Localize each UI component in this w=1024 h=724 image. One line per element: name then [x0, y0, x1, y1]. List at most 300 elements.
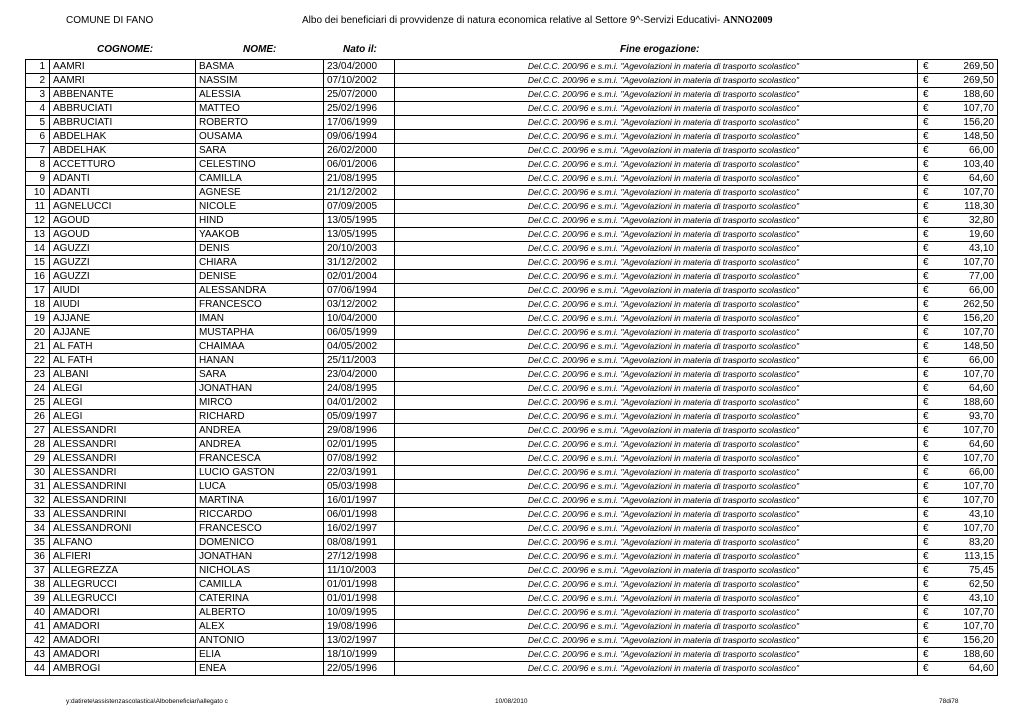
- table-row: [26, 396, 998, 410]
- currency-cell: €: [918, 158, 933, 172]
- currency-cell: €: [918, 172, 933, 186]
- row-number: 13: [26, 228, 50, 242]
- currency-cell: €: [918, 186, 933, 200]
- description-cell: Del.C.C. 200/96 e s.m.i. "Agevolazioni in materia di trasporto scolastico": [395, 368, 918, 382]
- surname-cell: ALEGI: [50, 410, 196, 424]
- name-cell: LUCIO GASTON: [196, 466, 324, 480]
- surname-cell: ADANTI: [50, 172, 196, 186]
- birth-date-cell: 17/06/1999: [324, 116, 395, 130]
- table-row: [26, 410, 998, 424]
- row-number: 22: [26, 354, 50, 368]
- table-row: [26, 172, 998, 186]
- surname-cell: AGNELUCCI: [50, 200, 196, 214]
- column-header-cognome: COGNOME:: [97, 44, 154, 55]
- table-body: [26, 60, 998, 676]
- row-number: 14: [26, 242, 50, 256]
- name-cell: NICOLE: [196, 200, 324, 214]
- currency-cell: €: [918, 256, 933, 270]
- birth-date-cell: 06/05/1999: [324, 326, 395, 340]
- surname-cell: AJJANE: [50, 312, 196, 326]
- name-cell: CAMILLA: [196, 578, 324, 592]
- surname-cell: ALLEGRUCCI: [50, 578, 196, 592]
- surname-cell: ACCETTURO: [50, 158, 196, 172]
- currency-cell: €: [918, 508, 933, 522]
- birth-date-cell: 20/10/2003: [324, 242, 395, 256]
- name-cell: NASSIM: [196, 74, 324, 88]
- currency-cell: €: [918, 564, 933, 578]
- name-cell: LUCA: [196, 480, 324, 494]
- table-row: [26, 74, 998, 88]
- amount-cell: 43,10: [933, 592, 998, 606]
- name-cell: DOMENICO: [196, 536, 324, 550]
- description-cell: Del.C.C. 200/96 e s.m.i. "Agevolazioni in materia di trasporto scolastico": [395, 256, 918, 270]
- description-cell: Del.C.C. 200/96 e s.m.i. "Agevolazioni in materia di trasporto scolastico": [395, 298, 918, 312]
- surname-cell: AIUDI: [50, 284, 196, 298]
- description-cell: Del.C.C. 200/96 e s.m.i. "Agevolazioni in materia di trasporto scolastico": [395, 354, 918, 368]
- row-number: 2: [26, 74, 50, 88]
- birth-date-cell: 16/02/1997: [324, 522, 395, 536]
- table-row: [26, 662, 998, 676]
- amount-cell: 148,50: [933, 340, 998, 354]
- table-row: [26, 270, 998, 284]
- row-number: 39: [26, 592, 50, 606]
- table-row: [26, 550, 998, 564]
- surname-cell: AL FATH: [50, 354, 196, 368]
- amount-cell: 269,50: [933, 60, 998, 74]
- surname-cell: ALESSANDRINI: [50, 480, 196, 494]
- name-cell: YAAKOB: [196, 228, 324, 242]
- description-cell: Del.C.C. 200/96 e s.m.i. "Agevolazioni in materia di trasporto scolastico": [395, 60, 918, 74]
- birth-date-cell: 05/03/1998: [324, 480, 395, 494]
- amount-cell: 156,20: [933, 312, 998, 326]
- surname-cell: AGOUD: [50, 214, 196, 228]
- name-cell: CHIARA: [196, 256, 324, 270]
- surname-cell: ALEGI: [50, 396, 196, 410]
- name-cell: MARTINA: [196, 494, 324, 508]
- birth-date-cell: 09/06/1994: [324, 130, 395, 144]
- name-cell: FRANCESCA: [196, 452, 324, 466]
- surname-cell: ABDELHAK: [50, 130, 196, 144]
- table-row: [26, 578, 998, 592]
- currency-cell: €: [918, 662, 933, 676]
- currency-cell: €: [918, 578, 933, 592]
- name-cell: ANTONIO: [196, 634, 324, 648]
- description-cell: Del.C.C. 200/96 e s.m.i. "Agevolazioni in materia di trasporto scolastico": [395, 200, 918, 214]
- surname-cell: AMBROGI: [50, 662, 196, 676]
- row-number: 32: [26, 494, 50, 508]
- description-cell: Del.C.C. 200/96 e s.m.i. "Agevolazioni in materia di trasporto scolastico": [395, 662, 918, 676]
- table-row: [26, 228, 998, 242]
- description-cell: Del.C.C. 200/96 e s.m.i. "Agevolazioni in materia di trasporto scolastico": [395, 382, 918, 396]
- amount-cell: 32,80: [933, 214, 998, 228]
- birth-date-cell: 08/08/1991: [324, 536, 395, 550]
- row-number: 20: [26, 326, 50, 340]
- table-row: [26, 102, 998, 116]
- birth-date-cell: 22/05/1996: [324, 662, 395, 676]
- table-row: [26, 368, 998, 382]
- amount-cell: 188,60: [933, 396, 998, 410]
- amount-cell: 188,60: [933, 88, 998, 102]
- table-row: [26, 424, 998, 438]
- surname-cell: AAMRI: [50, 74, 196, 88]
- row-number: 4: [26, 102, 50, 116]
- description-cell: Del.C.C. 200/96 e s.m.i. "Agevolazioni in materia di trasporto scolastico": [395, 410, 918, 424]
- row-number: 6: [26, 130, 50, 144]
- name-cell: SARA: [196, 368, 324, 382]
- surname-cell: ALLEGRUCCI: [50, 592, 196, 606]
- currency-cell: €: [918, 298, 933, 312]
- currency-cell: €: [918, 550, 933, 564]
- row-number: 24: [26, 382, 50, 396]
- surname-cell: AGUZZI: [50, 242, 196, 256]
- name-cell: AGNESE: [196, 186, 324, 200]
- name-cell: ALBERTO: [196, 606, 324, 620]
- description-cell: Del.C.C. 200/96 e s.m.i. "Agevolazioni in materia di trasporto scolastico": [395, 186, 918, 200]
- birth-date-cell: 04/05/2002: [324, 340, 395, 354]
- birth-date-cell: 01/01/1998: [324, 592, 395, 606]
- description-cell: Del.C.C. 200/96 e s.m.i. "Agevolazioni in materia di trasporto scolastico": [395, 480, 918, 494]
- footer-date: 10/08/2010: [495, 698, 528, 705]
- name-cell: ENEA: [196, 662, 324, 676]
- currency-cell: €: [918, 606, 933, 620]
- currency-cell: €: [918, 620, 933, 634]
- amount-cell: 66,00: [933, 354, 998, 368]
- surname-cell: AJJANE: [50, 326, 196, 340]
- row-number: 12: [26, 214, 50, 228]
- birth-date-cell: 23/04/2000: [324, 60, 395, 74]
- currency-cell: €: [918, 396, 933, 410]
- description-cell: Del.C.C. 200/96 e s.m.i. "Agevolazioni in materia di trasporto scolastico": [395, 144, 918, 158]
- table-row: [26, 60, 998, 74]
- currency-cell: €: [918, 410, 933, 424]
- name-cell: DENIS: [196, 242, 324, 256]
- amount-cell: 75,45: [933, 564, 998, 578]
- amount-cell: 64,60: [933, 382, 998, 396]
- birth-date-cell: 07/10/2002: [324, 74, 395, 88]
- currency-cell: €: [918, 88, 933, 102]
- table-row: [26, 130, 998, 144]
- currency-cell: €: [918, 354, 933, 368]
- amount-cell: 19,60: [933, 228, 998, 242]
- column-header-nato: Nato il:: [343, 44, 377, 55]
- surname-cell: AGUZZI: [50, 256, 196, 270]
- currency-cell: €: [918, 102, 933, 116]
- row-number: 7: [26, 144, 50, 158]
- surname-cell: AGOUD: [50, 228, 196, 242]
- name-cell: ANDREA: [196, 424, 324, 438]
- description-cell: Del.C.C. 200/96 e s.m.i. "Agevolazioni in materia di trasporto scolastico": [395, 88, 918, 102]
- birth-date-cell: 13/02/1997: [324, 634, 395, 648]
- row-number: 30: [26, 466, 50, 480]
- surname-cell: AL FATH: [50, 340, 196, 354]
- description-cell: Del.C.C. 200/96 e s.m.i. "Agevolazioni in materia di trasporto scolastico": [395, 452, 918, 466]
- description-cell: Del.C.C. 200/96 e s.m.i. "Agevolazioni in materia di trasporto scolastico": [395, 158, 918, 172]
- table-row: [26, 326, 998, 340]
- amount-cell: 107,70: [933, 424, 998, 438]
- currency-cell: €: [918, 494, 933, 508]
- currency-cell: €: [918, 144, 933, 158]
- currency-cell: €: [918, 592, 933, 606]
- currency-cell: €: [918, 214, 933, 228]
- birth-date-cell: 16/01/1997: [324, 494, 395, 508]
- column-header-fine-erogazione: Fine erogazione:: [620, 44, 700, 55]
- name-cell: ANDREA: [196, 438, 324, 452]
- surname-cell: AGUZZI: [50, 270, 196, 284]
- surname-cell: ALESSANDRI: [50, 452, 196, 466]
- birth-date-cell: 06/01/1998: [324, 508, 395, 522]
- currency-cell: €: [918, 284, 933, 298]
- row-number: 17: [26, 284, 50, 298]
- amount-cell: 262,50: [933, 298, 998, 312]
- currency-cell: €: [918, 326, 933, 340]
- name-cell: FRANCESCO: [196, 298, 324, 312]
- birth-date-cell: 21/08/1995: [324, 172, 395, 186]
- surname-cell: ALEGI: [50, 382, 196, 396]
- birth-date-cell: 07/06/1994: [324, 284, 395, 298]
- table-row: [26, 620, 998, 634]
- name-cell: NICHOLAS: [196, 564, 324, 578]
- row-number: 9: [26, 172, 50, 186]
- row-number: 38: [26, 578, 50, 592]
- amount-cell: 107,70: [933, 494, 998, 508]
- table-row: [26, 648, 998, 662]
- table-row: [26, 382, 998, 396]
- description-cell: Del.C.C. 200/96 e s.m.i. "Agevolazioni in materia di trasporto scolastico": [395, 242, 918, 256]
- name-cell: IMAN: [196, 312, 324, 326]
- name-cell: JONATHAN: [196, 550, 324, 564]
- birth-date-cell: 02/01/2004: [324, 270, 395, 284]
- footer-file-path: y:datirete\assistenzascolastica\Albobeneficiari\allegato c: [66, 698, 228, 705]
- description-cell: Del.C.C. 200/96 e s.m.i. "Agevolazioni in materia di trasporto scolastico": [395, 578, 918, 592]
- birth-date-cell: 10/04/2000: [324, 312, 395, 326]
- row-number: 43: [26, 648, 50, 662]
- name-cell: RICCARDO: [196, 508, 324, 522]
- table-row: [26, 144, 998, 158]
- amount-cell: 64,60: [933, 172, 998, 186]
- surname-cell: ALFANO: [50, 536, 196, 550]
- row-number: 10: [26, 186, 50, 200]
- birth-date-cell: 26/02/2000: [324, 144, 395, 158]
- currency-cell: €: [918, 312, 933, 326]
- beneficiaries-table: [25, 59, 998, 676]
- row-number: 11: [26, 200, 50, 214]
- table-row: [26, 312, 998, 326]
- name-cell: ALEX: [196, 620, 324, 634]
- name-cell: ALESSIA: [196, 88, 324, 102]
- currency-cell: €: [918, 242, 933, 256]
- row-number: 19: [26, 312, 50, 326]
- name-cell: MIRCO: [196, 396, 324, 410]
- description-cell: Del.C.C. 200/96 e s.m.i. "Agevolazioni in materia di trasporto scolastico": [395, 550, 918, 564]
- amount-cell: 118,30: [933, 200, 998, 214]
- surname-cell: ALESSANDRI: [50, 466, 196, 480]
- description-cell: Del.C.C. 200/96 e s.m.i. "Agevolazioni in materia di trasporto scolastico": [395, 606, 918, 620]
- name-cell: OUSAMA: [196, 130, 324, 144]
- description-cell: Del.C.C. 200/96 e s.m.i. "Agevolazioni in materia di trasporto scolastico": [395, 312, 918, 326]
- currency-cell: €: [918, 424, 933, 438]
- description-cell: Del.C.C. 200/96 e s.m.i. "Agevolazioni in materia di trasporto scolastico": [395, 228, 918, 242]
- surname-cell: ALFIERI: [50, 550, 196, 564]
- birth-date-cell: 07/09/2005: [324, 200, 395, 214]
- description-cell: Del.C.C. 200/96 e s.m.i. "Agevolazioni in materia di trasporto scolastico": [395, 634, 918, 648]
- currency-cell: €: [918, 634, 933, 648]
- surname-cell: AIUDI: [50, 298, 196, 312]
- table-row: [26, 340, 998, 354]
- amount-cell: 43,10: [933, 508, 998, 522]
- description-cell: Del.C.C. 200/96 e s.m.i. "Agevolazioni in materia di trasporto scolastico": [395, 424, 918, 438]
- description-cell: Del.C.C. 200/96 e s.m.i. "Agevolazioni in materia di trasporto scolastico": [395, 564, 918, 578]
- description-cell: Del.C.C. 200/96 e s.m.i. "Agevolazioni in materia di trasporto scolastico": [395, 466, 918, 480]
- description-cell: Del.C.C. 200/96 e s.m.i. "Agevolazioni in materia di trasporto scolastico": [395, 508, 918, 522]
- row-number: 44: [26, 662, 50, 676]
- table-row: [26, 200, 998, 214]
- surname-cell: AMADORI: [50, 620, 196, 634]
- amount-cell: 77,00: [933, 270, 998, 284]
- table-row: [26, 158, 998, 172]
- surname-cell: ALESSANDRINI: [50, 494, 196, 508]
- row-number: 26: [26, 410, 50, 424]
- row-number: 40: [26, 606, 50, 620]
- birth-date-cell: 07/08/1992: [324, 452, 395, 466]
- currency-cell: €: [918, 270, 933, 284]
- table-row: [26, 354, 998, 368]
- municipality-name: COMUNE DI FANO: [66, 15, 154, 26]
- name-cell: CHAIMAA: [196, 340, 324, 354]
- amount-cell: 107,70: [933, 452, 998, 466]
- row-number: 28: [26, 438, 50, 452]
- row-number: 37: [26, 564, 50, 578]
- table-row: [26, 508, 998, 522]
- description-cell: Del.C.C. 200/96 e s.m.i. "Agevolazioni in materia di trasporto scolastico": [395, 214, 918, 228]
- surname-cell: AMADORI: [50, 606, 196, 620]
- description-cell: Del.C.C. 200/96 e s.m.i. "Agevolazioni in materia di trasporto scolastico": [395, 270, 918, 284]
- table-row: [26, 522, 998, 536]
- birth-date-cell: 19/08/1996: [324, 620, 395, 634]
- description-cell: Del.C.C. 200/96 e s.m.i. "Agevolazioni in materia di trasporto scolastico": [395, 116, 918, 130]
- amount-cell: 107,70: [933, 256, 998, 270]
- row-number: 33: [26, 508, 50, 522]
- table-row: [26, 284, 998, 298]
- table-row: [26, 186, 998, 200]
- description-cell: Del.C.C. 200/96 e s.m.i. "Agevolazioni in materia di trasporto scolastico": [395, 592, 918, 606]
- surname-cell: ALESSANDRI: [50, 424, 196, 438]
- currency-cell: €: [918, 438, 933, 452]
- description-cell: Del.C.C. 200/96 e s.m.i. "Agevolazioni in materia di trasporto scolastico": [395, 536, 918, 550]
- row-number: 41: [26, 620, 50, 634]
- amount-cell: 66,00: [933, 284, 998, 298]
- amount-cell: 62,50: [933, 578, 998, 592]
- surname-cell: ADANTI: [50, 186, 196, 200]
- surname-cell: ALBANI: [50, 368, 196, 382]
- description-cell: Del.C.C. 200/96 e s.m.i. "Agevolazioni in materia di trasporto scolastico": [395, 102, 918, 116]
- currency-cell: €: [918, 648, 933, 662]
- birth-date-cell: 04/01/2002: [324, 396, 395, 410]
- description-cell: Del.C.C. 200/96 e s.m.i. "Agevolazioni in materia di trasporto scolastico": [395, 648, 918, 662]
- document-title: [302, 15, 772, 26]
- description-cell: Del.C.C. 200/96 e s.m.i. "Agevolazioni in materia di trasporto scolastico": [395, 396, 918, 410]
- amount-cell: 107,70: [933, 368, 998, 382]
- birth-date-cell: 13/05/1995: [324, 214, 395, 228]
- amount-cell: 66,00: [933, 144, 998, 158]
- table-row: [26, 564, 998, 578]
- amount-cell: 103,40: [933, 158, 998, 172]
- description-cell: Del.C.C. 200/96 e s.m.i. "Agevolazioni in materia di trasporto scolastico": [395, 522, 918, 536]
- surname-cell: ALESSANDRI: [50, 438, 196, 452]
- name-cell: ROBERTO: [196, 116, 324, 130]
- surname-cell: AAMRI: [50, 60, 196, 74]
- amount-cell: 107,70: [933, 480, 998, 494]
- column-header-nome: NOME:: [243, 44, 277, 55]
- table-row: [26, 452, 998, 466]
- name-cell: CAMILLA: [196, 172, 324, 186]
- table-row: [26, 242, 998, 256]
- birth-date-cell: 25/02/1996: [324, 102, 395, 116]
- row-number: 42: [26, 634, 50, 648]
- description-cell: Del.C.C. 200/96 e s.m.i. "Agevolazioni in materia di trasporto scolastico": [395, 74, 918, 88]
- name-cell: BASMA: [196, 60, 324, 74]
- amount-cell: 107,70: [933, 326, 998, 340]
- table-row: [26, 298, 998, 312]
- name-cell: CELESTINO: [196, 158, 324, 172]
- amount-cell: 64,60: [933, 662, 998, 676]
- table-row: [26, 256, 998, 270]
- surname-cell: ABDELHAK: [50, 144, 196, 158]
- footer-page-number: 78di78: [939, 698, 959, 705]
- currency-cell: €: [918, 480, 933, 494]
- birth-date-cell: 02/01/1995: [324, 438, 395, 452]
- table-row: [26, 606, 998, 620]
- row-number: 25: [26, 396, 50, 410]
- name-cell: ELIA: [196, 648, 324, 662]
- surname-cell: AMADORI: [50, 634, 196, 648]
- birth-date-cell: 11/10/2003: [324, 564, 395, 578]
- description-cell: Del.C.C. 200/96 e s.m.i. "Agevolazioni in materia di trasporto scolastico": [395, 326, 918, 340]
- amount-cell: 107,70: [933, 606, 998, 620]
- description-cell: Del.C.C. 200/96 e s.m.i. "Agevolazioni in materia di trasporto scolastico": [395, 172, 918, 186]
- table-row: [26, 494, 998, 508]
- birth-date-cell: 25/11/2003: [324, 354, 395, 368]
- birth-date-cell: 21/12/2002: [324, 186, 395, 200]
- row-number: 1: [26, 60, 50, 74]
- currency-cell: €: [918, 340, 933, 354]
- description-cell: Del.C.C. 200/96 e s.m.i. "Agevolazioni in materia di trasporto scolastico": [395, 620, 918, 634]
- amount-cell: 107,70: [933, 522, 998, 536]
- row-number: 36: [26, 550, 50, 564]
- name-cell: HIND: [196, 214, 324, 228]
- currency-cell: €: [918, 536, 933, 550]
- description-cell: Del.C.C. 200/96 e s.m.i. "Agevolazioni in materia di trasporto scolastico": [395, 340, 918, 354]
- amount-cell: 93,70: [933, 410, 998, 424]
- table-row: [26, 466, 998, 480]
- currency-cell: €: [918, 522, 933, 536]
- birth-date-cell: 23/04/2000: [324, 368, 395, 382]
- document-title-text: Albo dei beneficiari di provvidenze di natura economica relative al Settore 9^-Servizi Educativi-: [302, 15, 721, 26]
- birth-date-cell: 06/01/2006: [324, 158, 395, 172]
- table-row: [26, 480, 998, 494]
- amount-cell: 113,15: [933, 550, 998, 564]
- row-number: 29: [26, 452, 50, 466]
- document-year: ANNO2009: [723, 15, 773, 26]
- birth-date-cell: 10/09/1995: [324, 606, 395, 620]
- name-cell: DENISE: [196, 270, 324, 284]
- surname-cell: ALESSANDRINI: [50, 508, 196, 522]
- currency-cell: €: [918, 74, 933, 88]
- amount-cell: 156,20: [933, 634, 998, 648]
- currency-cell: €: [918, 466, 933, 480]
- name-cell: MUSTAPHA: [196, 326, 324, 340]
- birth-date-cell: 29/08/1996: [324, 424, 395, 438]
- name-cell: HANAN: [196, 354, 324, 368]
